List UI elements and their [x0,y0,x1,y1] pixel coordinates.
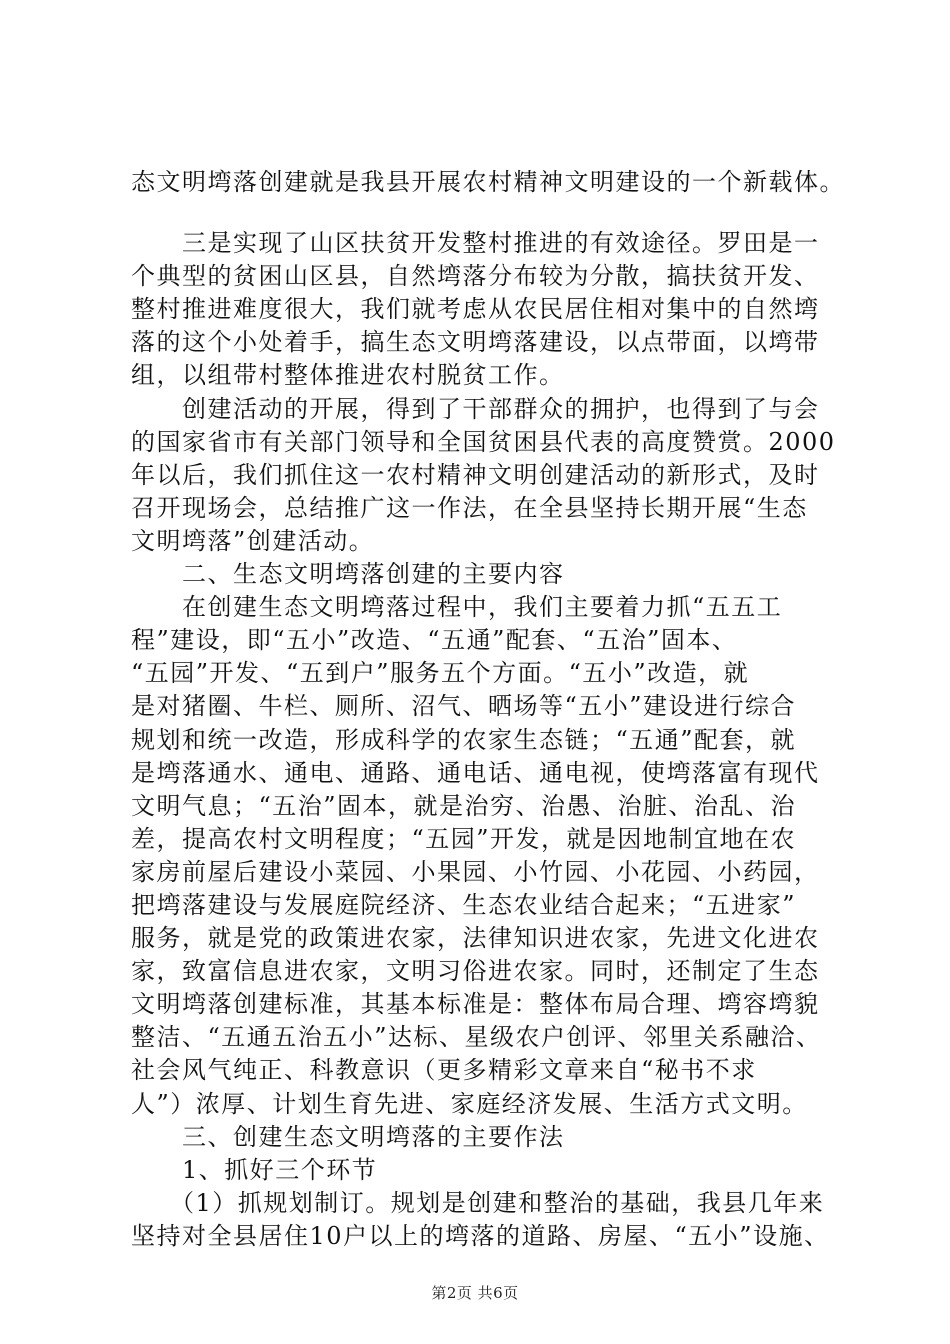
text-line: 人”）浓厚、计划生育先进、家庭经济发展、生活方式文明。 [131,1089,808,1118]
text-line: 年以后，我们抓住这一农村精神文明创建活动的新形式，及时 [131,460,820,489]
text-line: 坚持对全县居住10户以上的塆落的道路、房屋、“五小”设施、 [131,1221,830,1250]
text-line: （1）抓规划制订。规划是创建和整治的基础，我县几年来 [131,1188,825,1217]
text-line: 组，以组带村整体推进农村脱贫工作。 [131,361,565,390]
text-line: 程”建设，即“五小”改造、“五通”配套、“五治”固本、 [131,626,738,655]
text-line: 态文明塆落创建就是我县开展农村精神文明建设的一个新载体。 [131,168,845,196]
text-line: 文明塆落创建标准，其基本标准是：整体布局合理、塆容塆貌 [131,990,820,1019]
document-body [131,166,845,1253]
text-line: 是塆落通水、通电、通路、通电话、通电视，使塆落富有现代 [131,758,820,787]
text-line: 整村推进难度很大，我们就考虑从农民居住相对集中的自然塆 [131,295,820,324]
text-line: 把塆落建设与发展庭院经济、生态农业结合起来；“五进家” [131,890,797,919]
page-number-footer: 第2页 共6页 [431,1284,519,1302]
text-line: 整洁、“五通五治五小”达标、星级农户创评、邻里关系融洽、 [131,1023,822,1052]
text-line: 个典型的贫困山区县，自然塆落分布较为分散，搞扶贫开发、 [131,262,820,291]
text-line: 创建活动的开展，得到了干部群众的拥护，也得到了与会 [131,394,820,423]
text-line: 家房前屋后建设小菜园、小果园、小竹园、小花园、小药园， [131,857,820,886]
text-line: 在创建生态文明塆落过程中，我们主要着力抓“五五工 [131,593,783,622]
text-line: 的国家省市有关部门领导和全国贫困县代表的高度赞赏。2000 [131,427,836,456]
text-line: “五园”开发、“五到户”服务五个方面。“五小”改造，就 [131,659,750,688]
text-line: 规划和统一改造，形成科学的农家生态链；“五通”配套，就 [131,725,797,754]
text-line: 社会风气纯正、科教意识（更多精彩文章来自“秘书不求 [131,1056,757,1085]
text-line: 家，致富信息进农家，文明习俗进农家。同时，还制定了生态 [131,957,820,986]
paragraph-gap [131,199,831,227]
text-line: 文明气息；“五治”固本，就是治穷、治愚、治脏、治乱、治 [131,791,797,820]
section-heading: 三、创建生态文明塆落的主要作法 [131,1122,565,1151]
text-line: 服务，就是党的政策进农家，法律知识进农家，先进文化进农 [131,924,820,953]
text-line: 是对猪圈、牛栏、厕所、沼气、晒场等“五小”建设进行综合 [131,692,797,721]
text-line: 差，提高农村文明程度；“五园”开发，就是因地制宜地在农 [131,824,797,853]
text-line: 文明塆落”创建活动。 [131,526,375,555]
text-line: 三是实现了山区扶贫开发整村推进的有效途径。罗田是一 [131,229,820,258]
subsection-heading: 1、抓好三个环节 [131,1155,378,1184]
text-line: 落的这个小处着手，搞生态文明塆落建设，以点带面，以塆带 [131,328,820,357]
section-heading: 二、生态文明塆落创建的主要内容 [131,560,565,589]
text-line: 召开现场会，总结推广这一作法，在全县坚持长期开展“生态 [131,493,808,522]
